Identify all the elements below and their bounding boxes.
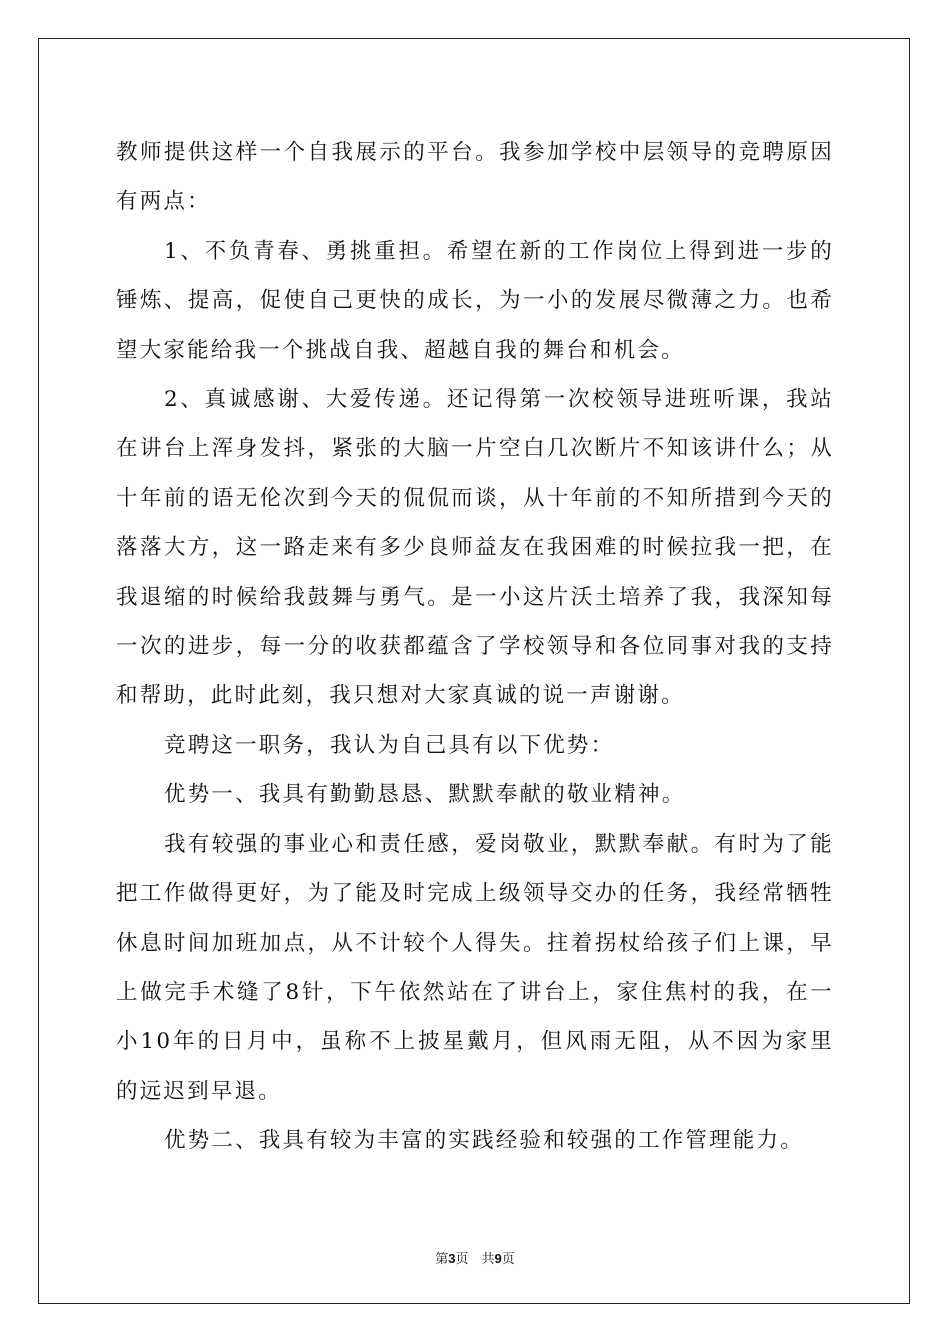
paragraph: 1、不负青春、勇挑重担。希望在新的工作岗位上得到进一步的锤炼、提高，促使自己更快的成长，为一小的发展尽微薄之力。也希望大家能给我一个挑战自我、超越自我的舞台和机会。 (116, 238, 834, 363)
footer-suffix: 页 (501, 1252, 515, 1267)
document-body (116, 128, 834, 1166)
total-page-number: 9 (494, 1251, 502, 1266)
paragraph: 优势一、我具有勤勤恳恳、默默奉献的敬业精神。 (164, 782, 686, 808)
page-number-footer (0, 1248, 950, 1267)
paragraph: 2、真诚感谢、大爱传递。还记得第一次校领导进班听课，我站在讲台上浑身发抖，紧张的大脑一片空白几次断片不知该讲什么；从十年前的语无伦次到今天的侃侃而谈，从十年前的不知所措到今天的落落大方，这一路走来有多少良师益友在我困难的时候拉我一把，在我退缩的时候给我鼓舞与勇气。是一小这片沃土培养了我，我深知每一次的进步，每一分的收获都蕴含了学校领导和各位同事对我的支持和帮助，此时此刻，我只想对大家真诚的说一声谢谢。 (116, 387, 834, 709)
footer-prefix: 第 (435, 1252, 449, 1267)
paragraph: 竞聘这一职务，我认为自己具有以下优势： (164, 732, 615, 758)
paragraph: 教师提供这样一个自我展示的平台。我参加学校中层领导的竞聘原因有两点： (116, 140, 834, 215)
current-page-number: 3 (448, 1251, 456, 1266)
paragraph: 优势二、我具有较为丰富的实践经验和较强的工作管理能力。 (164, 1128, 804, 1154)
footer-middle: 页 共 (455, 1252, 495, 1267)
paragraph: 我有较强的事业心和责任感，爱岗敬业，默默奉献。有时为了能把工作做得更好，为了能及时完成上级领导交办的任务，我经常牺牲休息时间加班加点，从不计较个人得失。拄着拐杖给孩子们上课，早上做完手术缝了8针，下午依然站在了讲台上，家住焦村的我，在一小10年的日月中，虽称不上披星戴月，但风雨无阻，从不因为家里的远迟到早退。 (116, 831, 834, 1104)
